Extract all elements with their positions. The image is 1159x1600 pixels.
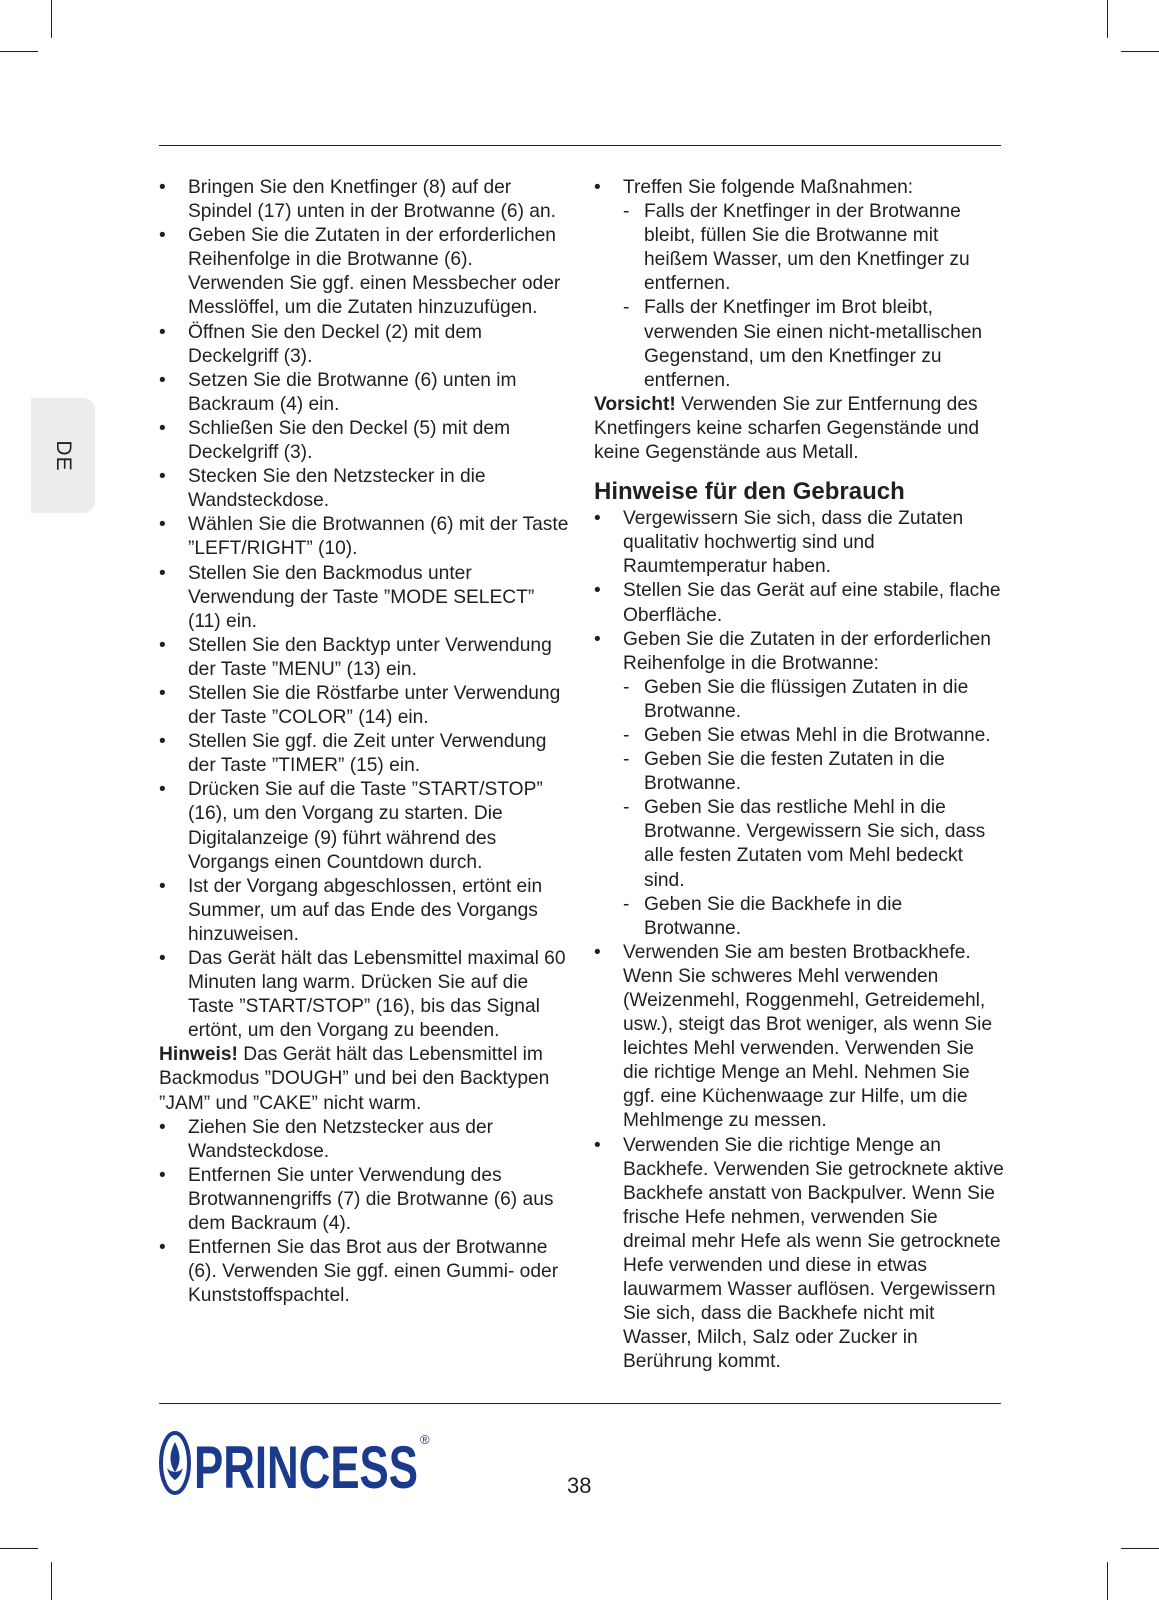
list-item [594,628,1004,941]
caution-text: Verwenden Sie zur Entfernung des Knetfingers keine scharfen Gegenstände und keine Gegenstände aus Metall. [594,393,980,464]
top-rule [159,145,1001,146]
list-item: • Öffnen Sie den Deckel (2) mit dem Deckelgriff (3). [159,321,571,369]
list-item: • Stellen Sie ggf. die Zeit unter Verwendung der Taste ”TIMER” (15) ein. [159,730,571,778]
sub-list-item: - Geben Sie das restliche Mehl in die Brotwanne. Vergewissern Sie sich, dass alle festen Zutaten vom Mehl bedeckt sind. [623,796,1004,892]
tip-text: Geben Sie die Zutaten in der erforderlichen Reihenfolge in die Brotwanne: [623,628,991,674]
left-column [159,176,571,1308]
crown-emblem-icon [161,1433,189,1493]
list-item: • Bringen Sie den Knetfinger (8) auf der Spindel (17) unten in der Brotwanne (6) an. [159,176,571,224]
page-number: 38 [567,1473,592,1498]
crop-mark [1121,51,1159,52]
crop-mark [1107,0,1108,38]
sub-list-item: - Geben Sie die festen Zutaten in die Brotwanne. [623,748,1004,796]
list-item: • Stellen Sie die Röstfarbe unter Verwendung der Taste ”COLOR” (14) ein. [159,682,571,730]
list-item: • Stellen Sie das Gerät auf eine stabile, flache Oberfläche. [594,579,1004,627]
list-item: • Schließen Sie den Deckel (5) mit dem Deckelgriff (3). [159,417,571,465]
list-item: • Stellen Sie den Backtyp unter Verwendung der Taste ”MENU” (13) ein. [159,634,571,682]
crop-mark [51,1562,52,1600]
list-item: • Ziehen Sie den Netzstecker aus der Wandsteckdose. [159,1116,571,1164]
list-item: • Stellen Sie den Backmodus unter Verwendung der Taste ”MODE SELECT” (11) ein. [159,562,571,634]
registered-mark: ® [420,1432,430,1447]
sub-list-item: - Geben Sie etwas Mehl in die Brotwanne. [623,724,1004,748]
list-item: • Setzen Sie die Brotwanne (6) unten im Backraum (4) ein. [159,369,571,417]
list-item: • Drücken Sie auf die Taste ”START/STOP” (16), um den Vorgang zu starten. Die Digitalanzeige (9) führt während des Vorgangs einen Countdown durch. [159,778,571,874]
list-item: • Wählen Sie die Brotwannen (6) mit der Taste ”LEFT/RIGHT” (10). [159,513,571,561]
list-item: • Entfernen Sie das Brot aus der Brotwanne (6). Verwenden Sie ggf. einen Gummi- oder Kunststoffspachtel. [159,1236,571,1308]
list-item [594,176,1004,393]
section-heading: Hinweise für den Gebrauch [594,478,905,506]
crop-mark [1107,1562,1108,1600]
crop-mark [0,1548,38,1549]
crop-mark [0,51,38,52]
sub-list-item: - Geben Sie die Backhefe in die Brotwanne. [623,893,1004,941]
sub-list-item: - Falls der Knetfinger in der Brotwanne bleibt, füllen Sie die Brotwanne mit heißem Wasser, um den Knetfinger zu entfernen. [623,200,1004,296]
language-tab-label: DE [52,439,75,472]
list-item: • Geben Sie die Zutaten in der erforderlichen Reihenfolge in die Brotwanne (6). Verwenden Sie ggf. einen Messbecher oder Messlöffel, um die Zutaten hinzuzufügen. [159,224,571,320]
instruction-list-2 [159,1116,571,1309]
tips-list [594,507,1004,1374]
note-paragraph [159,1043,571,1115]
crop-mark [51,0,52,38]
caution-paragraph [594,393,1004,465]
note-label: Hinweis! [159,1044,238,1066]
princess-logo [158,1428,438,1498]
language-tab [31,398,95,513]
crop-mark [1121,1548,1159,1549]
list-item: • Entfernen Sie unter Verwendung des Brotwannengriffs (7) die Brotwanne (6) aus dem Backraum (4). [159,1164,571,1236]
list-item: • Vergewissern Sie sich, dass die Zutaten qualitativ hochwertig sind und Raumtemperatur haben. [594,507,1004,579]
caution-label: Vorsicht! [594,393,676,415]
note-text: Das Gerät hält das Lebensmittel im Backmodus ”DOUGH” und bei den Backtypen ”JAM” und ”CAKE” nicht warm. [159,1044,550,1114]
list-item: • Verwenden Sie die richtige Menge an Backhefe. Verwenden Sie getrocknete aktive Backhefe anstatt von Backpulver. Wenn Sie frische Hefe nehmen, verwenden Sie dreimal mehr Hefe als wenn Sie getrocknete Hefe verwenden und diese in etwas lauwarmem Wasser auflösen. Vergewissern Sie sich, dass die Backhefe nicht mit Wasser, Milch, Salz oder Zucker in Berührung kommt. [594,1134,1004,1375]
bottom-rule [159,1403,1001,1404]
list-item: • Das Gerät hält das Lebensmittel maximal 60 Minuten lang warm. Drücken Sie auf die Taste ”START/STOP” (16), bis das Signal ertönt, um den Vorgang zu beenden. [159,947,571,1043]
brand-wordmark: PRINCESS [194,1434,418,1498]
measures-intro: Treffen Sie folgende Maßnahmen: [623,177,914,198]
list-item: • Ist der Vorgang abgeschlossen, ertönt ein Summer, um auf das Ende des Vorgangs hinzuweisen. [159,875,571,947]
measures-sublist [623,200,1004,393]
ingredients-sublist [623,676,1004,941]
measures-list [594,176,1004,393]
list-item: • Verwenden Sie am besten Brotbackhefe. Wenn Sie schweres Mehl verwenden (Weizenmehl, Roggenmehl, Getreidemehl, usw.), steigt das Brot weniger, als wenn Sie leichtes Mehl verwenden. Verwenden Sie die richtige Menge an Mehl. Nehmen Sie ggf. eine Küchenwaage zur Hilfe, um die Mehlmenge zu messen. [594,941,1004,1134]
instruction-list [159,176,571,1043]
list-item: • Stecken Sie den Netzstecker in die Wandsteckdose. [159,465,571,513]
right-column [594,176,1004,1375]
sub-list-item: - Geben Sie die flüssigen Zutaten in die Brotwanne. [623,676,1004,724]
sub-list-item: - Falls der Knetfinger im Brot bleibt, verwenden Sie einen nicht-metallischen Gegenstand, um den Knetfinger zu entfernen. [623,296,1004,392]
